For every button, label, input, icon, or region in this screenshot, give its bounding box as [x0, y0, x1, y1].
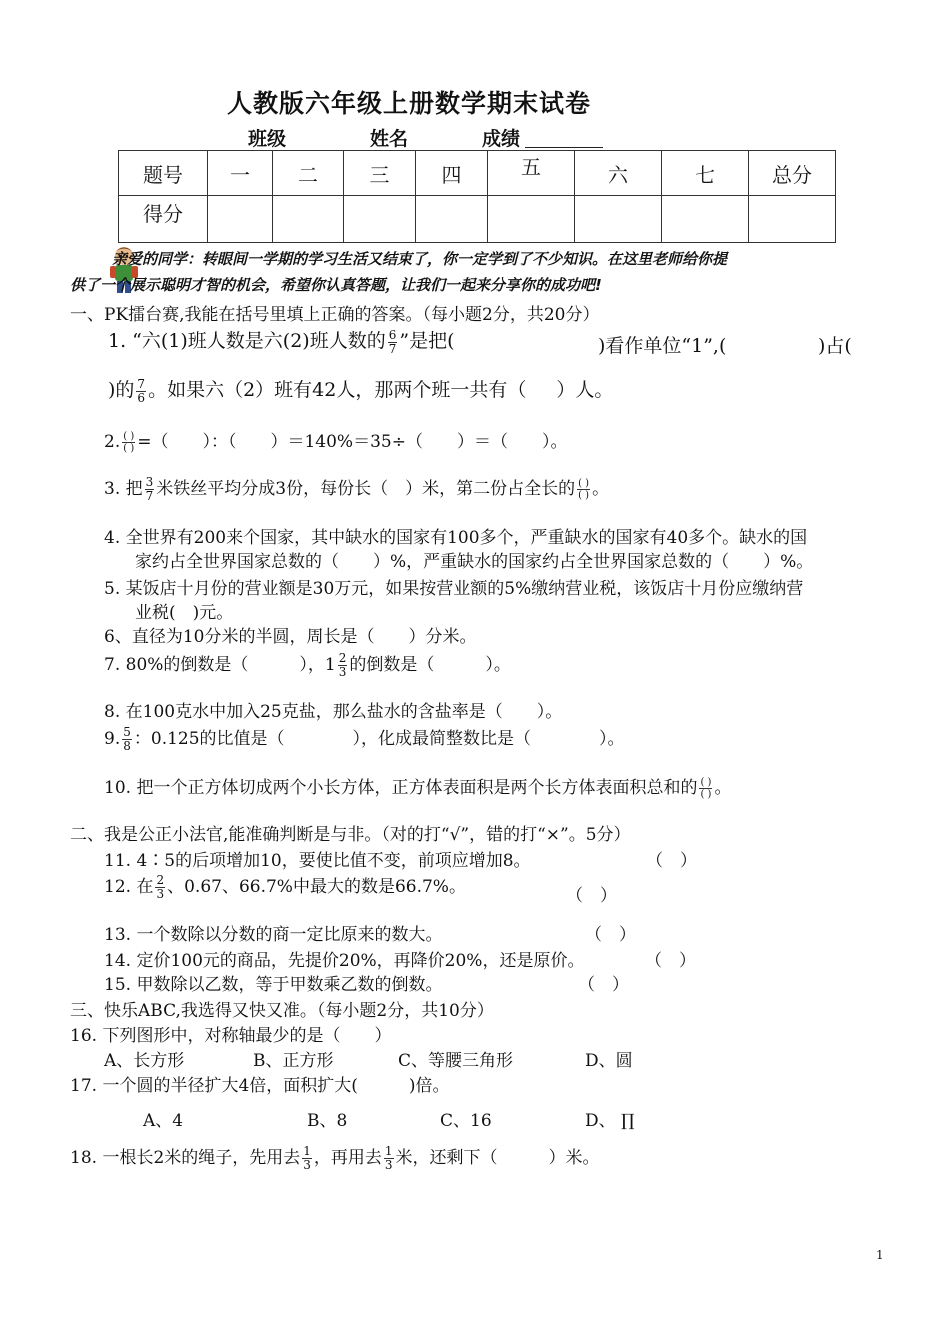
option-17-a[interactable]: A、4 — [143, 1111, 184, 1131]
answer-paren-14[interactable]: （ ） — [645, 951, 696, 971]
section-1-heading: 一、PK擂台赛,我能在括号里填上正确的答案。（每小题2分，共20分） — [70, 305, 600, 325]
question-12: 12. 在 $\frac{2}{3}$ 、0.67、66.7%中最大的数是66.7%。 — [104, 873, 466, 901]
header-cell: 三 — [344, 151, 416, 196]
score-cell[interactable] — [749, 196, 836, 243]
question-10: 10. 把一个正方体切成两个小长方体，正方体表面积是两个长方体表面积总和的 $\frac{( )}{( )}$ 。 — [104, 777, 732, 800]
answer-paren-13[interactable]: （ ） — [585, 925, 636, 945]
answer-paren-11[interactable]: （ ） — [646, 851, 697, 871]
question-2: 2. $\frac{( )}{( )}$ =（ ）：（ ）＝140%＝35÷（ ）＝（ ）。 — [104, 431, 568, 454]
question-13: 13. 一个数除以分数的商一定比原来的数大。 — [104, 925, 443, 945]
intro-line-1: 亲爱的同学：转眼间一学期的学习生活又结束了，你一定学到了不少知识。在这里老师给你提 — [112, 250, 728, 268]
page-number: 1 — [876, 1248, 884, 1262]
option-16-c[interactable]: C、等腰三角形 — [398, 1051, 514, 1071]
header-cell: 七 — [662, 151, 749, 196]
score-underline — [525, 147, 603, 148]
score-cell[interactable] — [575, 196, 662, 243]
header-cell: 六 — [575, 151, 662, 196]
page-title: 人教版六年级上册数学期末试卷 — [227, 89, 592, 118]
question-5-line-1: 5. 某饭店十月份的营业额是30万元，如果按营业额的5%缴纳营业税，该饭店十月份应缴纳营 — [104, 579, 804, 599]
question-17: 17. 一个圆的半径扩大4倍，面积扩大( )倍。 — [70, 1076, 450, 1096]
question-4-line-1: 4. 全世界有200来个国家，其中缺水的国家有100多个，严重缺水的国家有40多个。缺水的国 — [104, 528, 808, 548]
score-cell[interactable] — [488, 196, 575, 243]
question-11: 11. 4∶5的后项增加10，要使比值不变，前项应增加8。 — [104, 851, 531, 871]
score-table — [118, 150, 836, 243]
question-7: 7. 80%的倒数是（ ），1 $\frac{2}{3}$ 的倒数是（ ）。 — [104, 651, 511, 679]
score-cell[interactable] — [273, 196, 344, 243]
option-17-b[interactable]: B、8 — [307, 1111, 348, 1131]
question-6: 6、直径为10分米的半圆，周长是（ ）分米。 — [104, 627, 477, 647]
header-cell: 总分 — [749, 151, 836, 196]
score-label: 成绩 — [482, 128, 521, 150]
question-9: 9. $\frac{5}{8}$ ：0.125的比值是（ ），化成最简整数比是（ ）。 — [104, 725, 625, 753]
question-1-line-2: )的 $\frac{7}{6}$ 。如果六（2）班有42人，那两个班一共有（ ）人。 — [108, 376, 614, 405]
score-cell[interactable] — [344, 196, 416, 243]
question-1-line-1b: )看作单位“1”,( — [598, 335, 727, 357]
header-cell: 一 — [208, 151, 273, 196]
question-1-line-1: 1. “六(1)班人数是六(2)班人数的 $\frac{6}{7}$ ”是把( — [108, 327, 455, 356]
option-17-d[interactable]: D、 ∏ — [585, 1111, 635, 1131]
answer-paren-15[interactable]: （ ） — [578, 975, 629, 995]
name-label: 姓名 — [370, 128, 409, 150]
question-14: 14. 定价100元的商品，先提价20%，再降价20%，还是原价。 — [104, 951, 585, 971]
header-cell: 五 — [488, 151, 575, 196]
header-cell: 二 — [273, 151, 344, 196]
question-16: 16. 下列图形中，对称轴最少的是（ ） — [70, 1026, 392, 1046]
score-cell[interactable] — [208, 196, 273, 243]
score-cell[interactable] — [416, 196, 488, 243]
intro-line-2: 供了一个展示聪明才智的机会，希望你认真答题，让我们一起来分享你的成功吧! — [70, 276, 602, 294]
question-5-line-2: 业税( )元。 — [135, 603, 234, 623]
question-8: 8. 在100克水中加入25克盐，那么盐水的含盐率是（ ）。 — [104, 702, 563, 722]
score-row-label: 得分 — [119, 196, 208, 243]
question-18: 18. 一根长2米的绳子，先用去 $\frac{1}{3}$ ，再用去 $\frac{1}{3}$ 米，还剩下（ ）米。 — [70, 1144, 600, 1172]
score-cell[interactable] — [662, 196, 749, 243]
section-2-heading: 二、我是公正小法官,能准确判断是与非。（对的打“√”，错的打“×”。5分） — [70, 825, 631, 845]
question-1-line-1c: )占( — [818, 335, 852, 357]
question-4-line-2: 家约占全世界国家总数的（ ）%，严重缺水的国家约占全世界国家总数的（ ）%。 — [135, 552, 814, 572]
header-cell: 四 — [416, 151, 488, 196]
option-16-d[interactable]: D、圆 — [585, 1051, 633, 1071]
question-3: 3. 把 $\frac{3}{7}$ 米铁丝平均分成3份，每份长（ ）米，第二份占全长的 $\frac{( )}{( )}$ 。 — [104, 475, 610, 503]
section-3-heading: 三、快乐ABC,我选得又快又准。（每小题2分，共10分） — [70, 1001, 494, 1021]
option-16-a[interactable]: A、长方形 — [104, 1051, 185, 1071]
class-label: 班级 — [248, 128, 287, 150]
question-15: 15. 甲数除以乙数，等于甲数乘乙数的倒数。 — [104, 975, 443, 995]
header-cell: 题号 — [119, 151, 208, 196]
option-16-b[interactable]: B、正方形 — [253, 1051, 334, 1071]
answer-paren-12[interactable]: （ ） — [566, 886, 617, 906]
option-17-c[interactable]: C、16 — [440, 1111, 492, 1131]
